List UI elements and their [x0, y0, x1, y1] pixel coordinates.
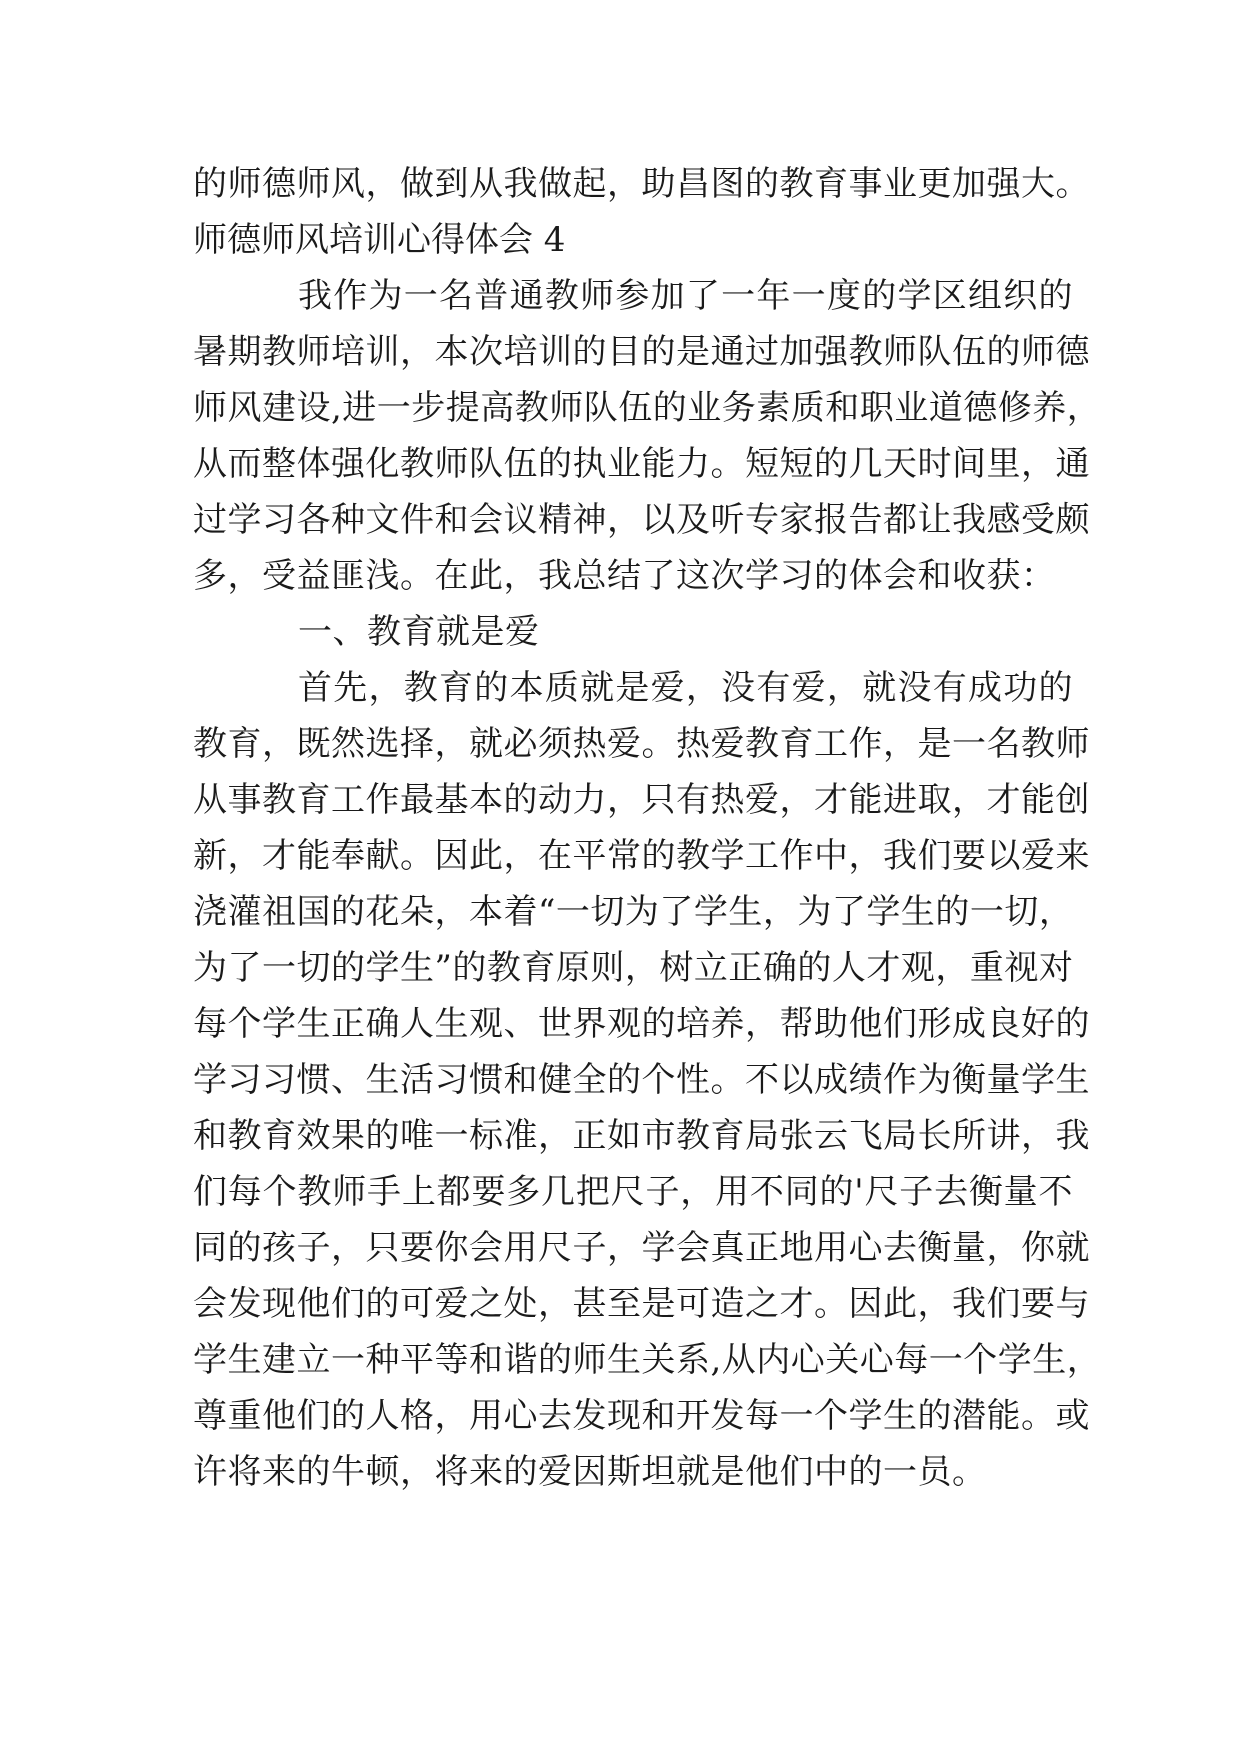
paragraph-line: 尊重他们的人格，用心去发现和开发每一个学生的潜能。或: [193, 1396, 1090, 1436]
subheading: 一、教育就是爱: [298, 612, 540, 652]
paragraph-line: 学生建立一种平等和谐的师生关系,从内心关心每一个学生，: [193, 1340, 1102, 1380]
paragraph-line: 过学习各种文件和会议精神，以及听专家报告都让我感受颇: [193, 500, 1090, 540]
paragraph-line: 同的孩子，只要你会用尺子，学会真正地用心去衡量，你就: [193, 1228, 1090, 1268]
paragraph-line: 为了一切的学生”的教育原则，树立正确的人才观，重视对: [193, 948, 1074, 988]
document-body: [193, 156, 1102, 1500]
paragraph-line: 浇灌祖国的花朵，本着“一切为了学生，为了学生的一切，: [193, 892, 1074, 932]
paragraph-line: 和教育效果的唯一标准，正如市教育局张云飞局长所讲，我: [193, 1116, 1090, 1156]
paragraph-line: 多，受益匪浅。在此，我总结了这次学习的体会和收获：: [193, 556, 1056, 596]
paragraph-line: 的师德师风，做到从我做起，助昌图的教育事业更加强大。: [193, 164, 1090, 204]
paragraph-line: 首先，教育的本质就是爱，没有爱，就没有成功的: [298, 668, 1073, 708]
paragraph-line: 许将来的牛顿，将来的爱因斯坦就是他们中的一员。: [193, 1452, 987, 1492]
section-title: 师德师风培训心得体会 4: [193, 220, 566, 260]
paragraph-line: 新，才能奉献。因此，在平常的教学工作中，我们要以爱来: [193, 836, 1090, 876]
paragraph-line: 师风建设,进一步提高教师队伍的业务素质和职业道德修养，: [193, 388, 1102, 428]
paragraph-line: 会发现他们的可爱之处，甚至是可造之才。因此，我们要与: [193, 1284, 1090, 1324]
paragraph-line: 学习习惯、生活习惯和健全的个性。不以成绩作为衡量学生: [193, 1060, 1090, 1100]
paragraph-line: 从而整体强化教师队伍的执业能力。短短的几天时间里，通: [193, 444, 1090, 484]
paragraph-line: 教育，既然选择，就必须热爱。热爱教育工作，是一名教师: [193, 724, 1090, 764]
paragraph-line: 每个学生正确人生观、世界观的培养，帮助他们形成良好的: [193, 1004, 1090, 1044]
paragraph-line: 们每个教师手上都要多几把尺子，用不同的'尺子去衡量不: [193, 1172, 1073, 1212]
paragraph-line: 我作为一名普通教师参加了一年一度的学区组织的: [298, 276, 1073, 316]
paragraph-line: 暑期教师培训，本次培训的目的是通过加强教师队伍的师德: [193, 332, 1090, 372]
paragraph-line: 从事教育工作最基本的动力，只有热爱，才能进取，才能创: [193, 780, 1090, 820]
